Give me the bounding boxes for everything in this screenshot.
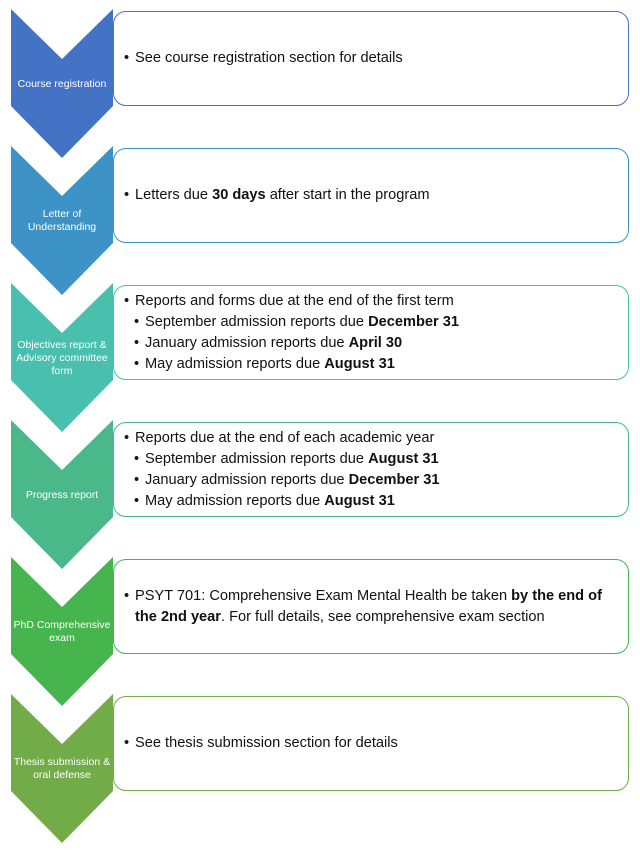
bullet-item bbox=[134, 491, 614, 512]
step-label-line: exam bbox=[49, 632, 75, 644]
bullet-item bbox=[124, 733, 614, 754]
bullet-text: May admission reports due bbox=[145, 355, 325, 372]
step-label-line: Objectives report & bbox=[17, 338, 107, 351]
step-content-box-6 bbox=[113, 696, 629, 791]
bullet-item bbox=[134, 312, 614, 333]
bullet-bold-text: by the end of the 2nd year bbox=[135, 587, 602, 625]
bullet-text: January admission reports due bbox=[145, 334, 349, 351]
bullet-text: See course registration section for details bbox=[135, 50, 403, 66]
bullet-bold-text: August 31 bbox=[324, 492, 395, 509]
bullet-text: Reports due at the end of each academic year bbox=[135, 429, 435, 446]
bullet-item bbox=[124, 586, 614, 628]
step-label-5 bbox=[10, 619, 114, 645]
step-label-6 bbox=[10, 756, 114, 782]
step-content-box-1 bbox=[113, 11, 629, 106]
step-content-box-2 bbox=[113, 148, 629, 243]
bullet-item bbox=[134, 333, 614, 354]
step-label-3 bbox=[10, 339, 114, 378]
step-label-2 bbox=[10, 208, 114, 234]
bullet-item bbox=[134, 449, 614, 470]
step-label-line: Course registration bbox=[17, 77, 107, 90]
bullet-bold-text: August 31 bbox=[368, 450, 439, 467]
bullet-bold-text: December 31 bbox=[368, 313, 459, 330]
bullet-item bbox=[134, 470, 614, 491]
step-content-box-4 bbox=[113, 422, 629, 517]
bullet-bold-text: August 31 bbox=[324, 355, 395, 372]
step-label-line: form bbox=[51, 364, 73, 377]
bullet-text: September admission reports due bbox=[145, 450, 369, 467]
bullet-item bbox=[124, 428, 614, 449]
bullet-text: . For full details, see comprehensive exam section bbox=[220, 608, 545, 625]
bullet-item bbox=[134, 354, 614, 375]
step-label-line: PhD Comprehensive bbox=[13, 619, 111, 631]
step-label-line: oral defense bbox=[33, 769, 91, 781]
bullet-text: Letters due bbox=[135, 187, 213, 203]
bullet-bold-text: 30 days bbox=[212, 187, 266, 203]
step-content-box-3 bbox=[113, 285, 629, 380]
bullet-item bbox=[124, 185, 614, 206]
step-label-line: Letter of bbox=[42, 208, 82, 220]
step-content-box-5 bbox=[113, 559, 629, 654]
bullet-text: September admission reports due bbox=[145, 313, 369, 330]
bullet-text: PSYT 701: Comprehensive Exam Mental Health be taken bbox=[135, 587, 512, 604]
bullet-text: May admission reports due bbox=[145, 492, 325, 509]
step-label-4 bbox=[10, 489, 114, 502]
step-label-line: Advisory committee bbox=[16, 351, 108, 364]
bullet-item bbox=[124, 48, 614, 69]
step-label-1 bbox=[10, 78, 114, 91]
bullet-text: January admission reports due bbox=[145, 471, 349, 488]
bullet-text: Reports and forms due at the end of the first term bbox=[135, 292, 454, 309]
bullet-bold-text: December 31 bbox=[348, 471, 440, 488]
step-label-line: Progress report bbox=[25, 488, 99, 501]
step-label-line: Thesis submission & bbox=[13, 756, 111, 768]
bullet-text: after start in the program bbox=[265, 187, 430, 203]
bullet-bold-text: April 30 bbox=[348, 334, 403, 351]
step-label-line: Understanding bbox=[27, 221, 97, 233]
bullet-item bbox=[124, 291, 614, 312]
bullet-text: See thesis submission section for details bbox=[135, 735, 398, 751]
